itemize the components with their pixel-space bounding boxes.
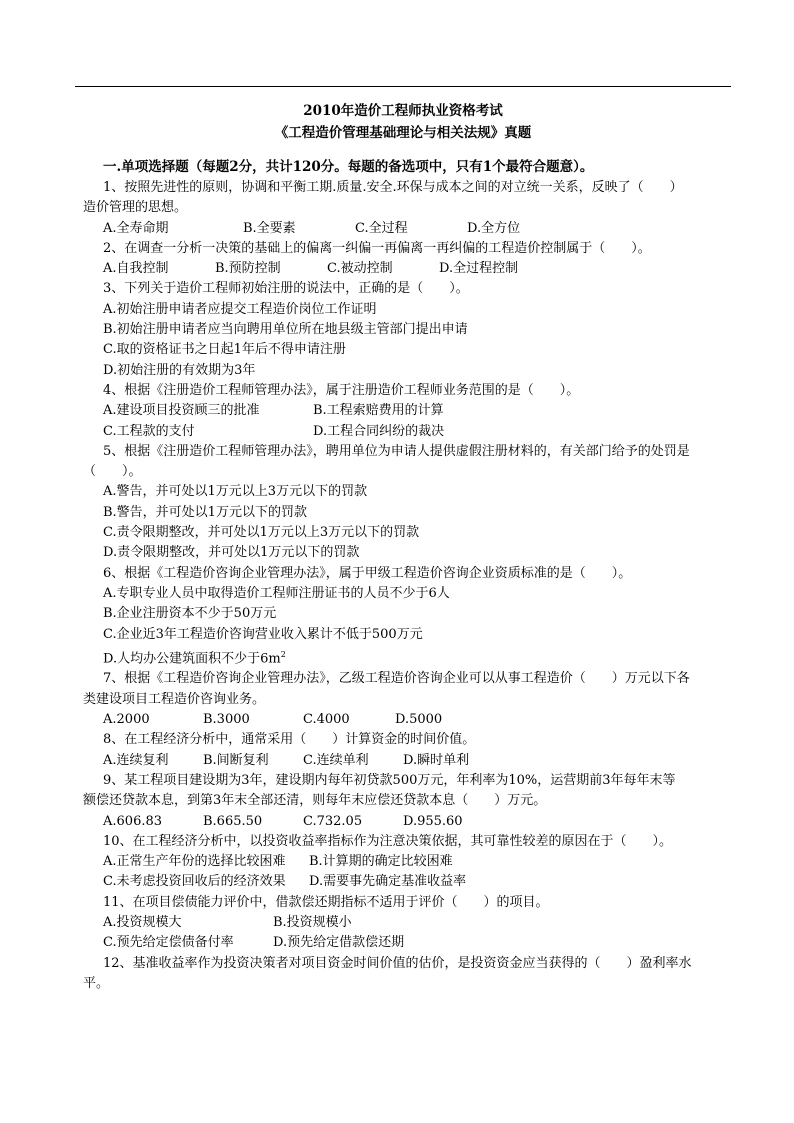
option-a: A.建设项目投资顾三的批准 xyxy=(103,403,260,419)
option-b: B.初始注册申请者应当向聘用单位所在地县级主管部门提出申请 xyxy=(103,322,468,338)
question-stem-continued: 类建设项目工程造价咨询业务。 xyxy=(83,691,266,707)
options-row xyxy=(103,933,731,953)
option-c: C.连续单利 xyxy=(303,752,369,768)
question-stem: 2、在调查一分析一决策的基础上的偏离一纠偏一再偏离一再纠偏的工程造价控制属于（ ）。 xyxy=(103,240,651,256)
question-stem: 8、在工程经济分析中，通常采用（ ）计算资金的时间价值。 xyxy=(103,732,476,748)
option-b: B.工程索赔费用的计算 xyxy=(313,403,444,419)
question-stem-continued: 平。 xyxy=(83,975,110,991)
option-b: B.预防控制 xyxy=(215,261,281,277)
option-a: A.投资规模大 xyxy=(103,915,182,931)
options-row xyxy=(103,259,731,279)
question-10 xyxy=(103,832,731,893)
option-b: B.企业注册资本不少于50万元 xyxy=(103,606,277,622)
option-c: C.责令限期整改，并可处以1万元以上3万元以下的罚款 xyxy=(103,525,420,541)
superscript-2: 2 xyxy=(280,649,286,659)
exam-subtitle: 《工程造价管理基础理论与相关法规》真题 xyxy=(274,125,532,141)
option-c: C.未考虑投资回收后的经济效果 xyxy=(103,874,286,890)
option-a: A.606.83 xyxy=(103,813,163,829)
options-row xyxy=(103,401,731,421)
question-stem: 1、按照先进性的原则，协调和平衡工期.质量.安全.环保与成本之间的对立统一关系，反映了（ ） xyxy=(103,180,683,195)
option-c: C.取的资格证书之日起1年后不得申请注册 xyxy=(103,342,346,358)
options-row xyxy=(103,913,731,933)
options-row xyxy=(103,852,731,872)
option-b: B.间断复利 xyxy=(203,752,269,768)
option-d: D.需要事先确定基准收益率 xyxy=(309,874,467,890)
question-1 xyxy=(83,178,731,239)
question-stem: 4、根据《注册造价工程师管理办法》，属于注册造价工程师业务范围的是（ ）。 xyxy=(103,382,580,398)
option-d: D.瞬时单利 xyxy=(403,752,470,768)
options-row xyxy=(103,872,731,892)
question-7 xyxy=(83,669,731,730)
question-12 xyxy=(83,954,731,995)
option-a: A.正常生产年份的选择比较困难 xyxy=(103,854,286,870)
options-row xyxy=(103,812,731,832)
options-row xyxy=(103,422,731,442)
question-9 xyxy=(83,771,731,832)
option-d: D.初始注册的有效期为3年 xyxy=(103,362,256,378)
option-b: B.计算期的确定比较困难 xyxy=(309,854,453,870)
option-c: C.企业近3年工程造价咨询营业收入累计不低于500万元 xyxy=(103,626,423,642)
question-stem: 3、下列关于造价工程师初始注册的说法中，正确的是（ ）。 xyxy=(103,281,469,297)
question-5 xyxy=(83,442,731,564)
option-d: D.全过程控制 xyxy=(439,261,519,277)
question-stem: 5、根据《注册造价工程师管理办法》，聘用单位为申请人提供虚假注册材料的，有关部门给予的处罚是 xyxy=(103,443,690,459)
option-b: B.全要素 xyxy=(243,220,296,236)
option-a: A.自我控制 xyxy=(103,261,169,277)
option-d: D.5000 xyxy=(395,712,443,728)
question-stem-continued: 额偿还贷款本息，到第3年末全部还清，则每年末应偿还贷款本息（ ）万元。 xyxy=(83,793,547,809)
option-d-line xyxy=(103,645,731,670)
question-stem: 6、根据《工程造价咨询企业管理办法》，属于甲级工程造价咨询企业资质标准的是（ ）。 xyxy=(103,565,632,581)
option-c: C.4000 xyxy=(303,712,350,728)
option-a: A.2000 xyxy=(103,712,150,728)
option-d: D.责令限期整改，并可处以1万元以下的罚款 xyxy=(103,545,360,561)
question-stem-continued: （ ）。 xyxy=(83,464,142,480)
question-2 xyxy=(103,239,731,280)
option-b: B.警告，并可处以1万元以下的罚款 xyxy=(103,504,307,520)
option-a: A.专职专业人员中取得造价工程师注册证书的人员不少于6人 xyxy=(103,585,450,601)
question-stem: 9、某工程项目建设期为3年，建设期内每年初贷款500万元，年利率为10%，运营期前3年每年末等 xyxy=(103,772,676,788)
question-stem: 7、根据《工程造价咨询企业管理办法》，乙级工程造价咨询企业可以从事工程造价（ ）万元以下各 xyxy=(103,671,690,687)
option-c: C.工程款的支付 xyxy=(103,423,195,439)
question-stem: 12、基准收益率作为投资决策者对项目资金时间价值的估价，是投资资金应当获得的（ ）盈利率水 xyxy=(103,955,692,971)
option-b: B.投资规模小 xyxy=(273,915,352,931)
option-d: D.预先给定借款偿还期 xyxy=(273,935,405,951)
option-c: C.全过程 xyxy=(355,220,408,236)
option-d: D.人均办公建筑面积不少于6m xyxy=(103,651,281,667)
option-c: C.被动控制 xyxy=(327,261,393,277)
question-stem: 10、在工程经济分析中，以投资收益率指标作为注意决策依据，其可靠性较差的原因在于（ ）。 xyxy=(103,833,673,849)
option-c: C.预先给定偿债备付率 xyxy=(103,935,234,951)
question-11 xyxy=(103,893,731,954)
question-stem-continued: 造价管理的思想。 xyxy=(83,200,188,216)
options-row xyxy=(103,219,731,239)
option-a: A.初始注册申请者应提交工程造价岗位工作证明 xyxy=(103,301,377,317)
option-a: A.全寿命期 xyxy=(103,220,169,236)
document-body xyxy=(83,94,731,994)
option-d: D.955.60 xyxy=(403,813,463,829)
option-c: C.732.05 xyxy=(303,813,363,829)
option-a: A.连续复利 xyxy=(103,752,169,768)
options-row xyxy=(103,751,731,771)
section-heading: 一.单项选择题（每题2分，共计120分。每题的备选项中，只有1个最符合题意）。 xyxy=(103,159,594,175)
question-6 xyxy=(103,564,731,670)
option-d: D.全方位 xyxy=(467,220,521,236)
question-8 xyxy=(103,730,731,771)
option-b: B.665.50 xyxy=(203,813,263,829)
option-b: B.3000 xyxy=(203,712,250,728)
options-row xyxy=(103,710,731,730)
option-a: A.警告，并可处以1万元以上3万元以下的罚款 xyxy=(103,484,368,500)
question-stem: 11、在项目偿债能力评价中，借款偿还期指标不适用于评价（ ）的项目。 xyxy=(103,894,549,910)
header-rule xyxy=(75,86,731,87)
option-d: D.工程合同纠纷的裁决 xyxy=(313,423,445,439)
question-4 xyxy=(103,381,731,442)
question-3 xyxy=(103,279,731,380)
exam-title: 2010年造价工程师执业资格考试 xyxy=(303,103,503,119)
